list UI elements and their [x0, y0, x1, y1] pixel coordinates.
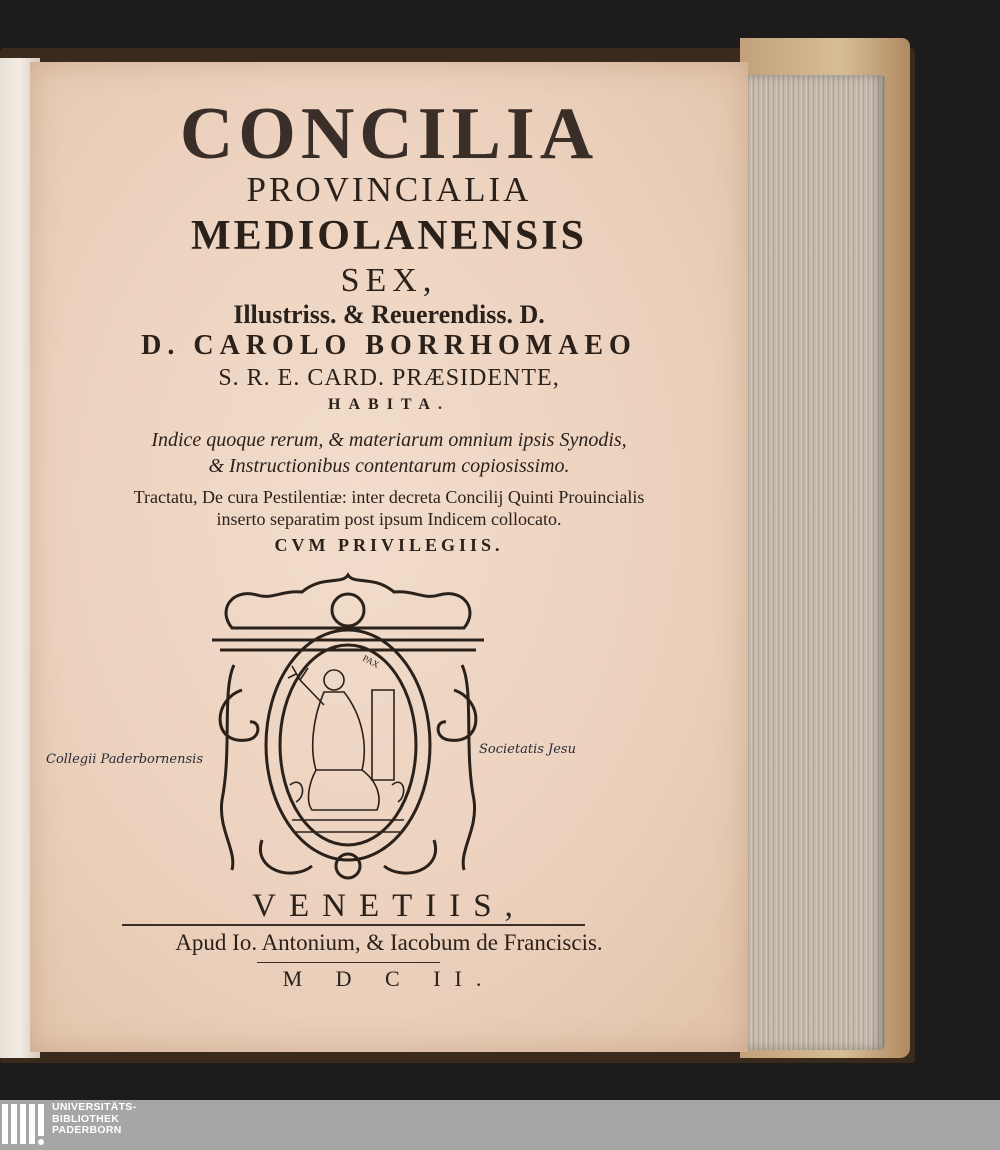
page-stack: [745, 75, 885, 1050]
printer-device-emblem: [212, 570, 484, 888]
title-card-praesidente: S. R. E. CARD. PRÆSIDENTE,: [218, 365, 560, 391]
tract-line-2: inserto separatim post ipsum Indicem collocato.: [216, 509, 562, 529]
library-logo-icon: [2, 1104, 48, 1146]
imprint-place: VENETIIS,: [252, 888, 526, 924]
logo-line-3: PADERBORN: [52, 1124, 122, 1136]
logo-line-1: UNIVERSITÄTS-: [52, 1101, 137, 1113]
handwritten-note-left: Collegii Paderbornensis: [46, 752, 203, 767]
title-habita: HABITA.: [328, 396, 450, 413]
handwritten-note-right: Societatis Jesu: [479, 742, 576, 757]
title-page: [30, 62, 748, 1052]
index-line-1: Indice quoque rerum, & materiarum omnium ipsis Synodis,: [151, 429, 627, 451]
index-line-2: & Instructionibus contentarum copiosissimo.: [208, 455, 570, 477]
library-footer: [0, 1100, 1000, 1150]
library-logo-text: [52, 1102, 136, 1137]
title-concilia: CONCILIA: [179, 93, 599, 175]
title-illustriss: Illustriss. & Reuerendiss. D.: [233, 300, 545, 329]
imprint-rule-top: [122, 924, 585, 926]
title-sex: SEX,: [340, 262, 438, 299]
title-provincialia: PROVINCIALIA: [246, 170, 532, 209]
tract-line-1: Tractatu, De cura Pestilentiæ: inter decreta Concilij Quinti Prouincialis: [133, 487, 645, 507]
logo-line-2: BIBLIOTHEK: [52, 1112, 120, 1125]
title-carolo: D. CAROLO BORRHOMAEO: [141, 330, 637, 361]
imprint-rule-bottom: [257, 962, 440, 963]
title-mediolanensis: MEDIOLANENSIS: [190, 213, 588, 259]
emblem-motto: PAX: [361, 652, 381, 670]
imprint-year: M D C II.: [282, 966, 496, 991]
imprint-printers: Apud Io. Antonium, & Iacobum de Franciscis.: [175, 930, 603, 955]
privilege-line: CVM PRIVILEGIIS.: [274, 535, 504, 555]
